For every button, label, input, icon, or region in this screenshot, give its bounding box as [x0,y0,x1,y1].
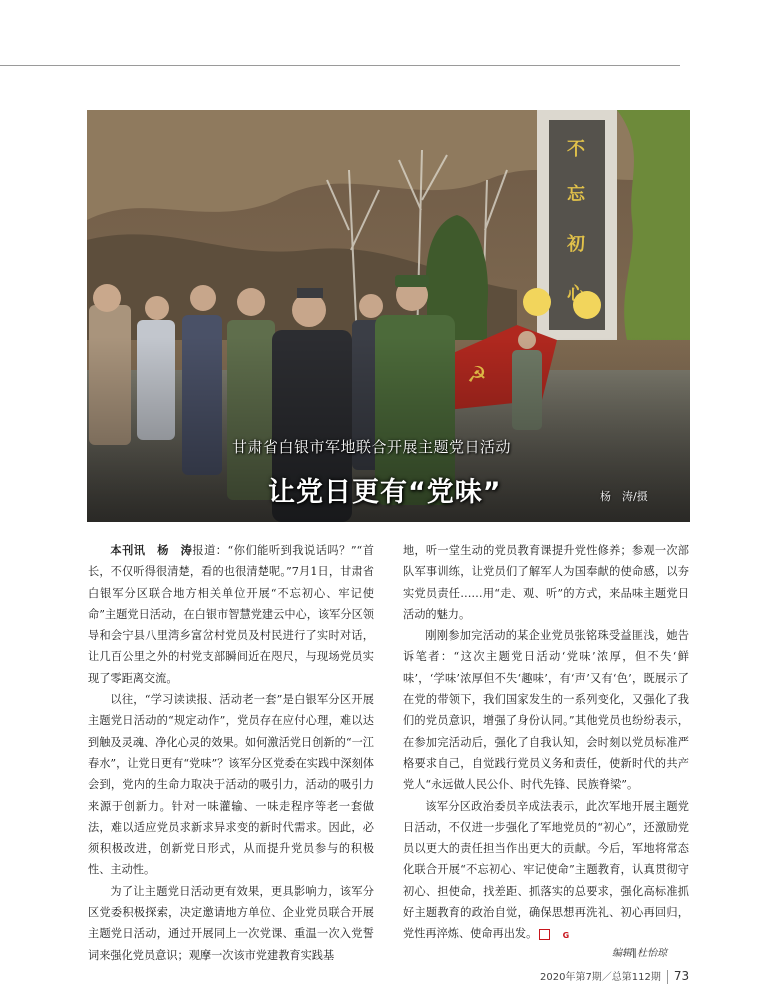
article-paragraph-text: 该军分区政治委员辛成法表示，此次军地开展主题党日活动，不仅进一步强化了军地党员的“初心”，还激励党员以更大的责任担当作出更大的贡献。今后，军地将常态化联合开展“不忘初心、牢记使命”主题教育，认真贯彻守初心、担使命，找差距、抓落实的总要求，强化高标准抓好主题教育的政治自觉，确保思想再洗礼、初心再回归，党性再淬炼、使命再出发。 [403,799,689,941]
article-lead: 本刊讯 杨 涛 [110,544,193,557]
article-paragraph: 刚刚参加完活动的某企业党员张铭珠受益匪浅，她告诉笔者：“这次主题党日活动‘党味’浓厚，但不失‘鲜味’，‘学味’浓厚但不失‘趣味’，有‘声’又有‘色’，既展示了在党的带领下，我们国家发生的一系列变化，又强化了我们的党员意识，增强了身份认同。”其他党员也纷纷表示，在参加完活动后，强化了自我认知，会时刻以党员标准严格要求自己，自觉践行党员义务和责任，使新时代的共产党人“永远做人民公仆、时代先锋、民族脊梁”。 [403,629,689,792]
article-photo [87,110,690,522]
photo-illustration [87,110,690,522]
footer-divider [667,970,668,984]
photo-credit: 杨 涛/摄 [600,490,648,503]
article-column-left [88,540,374,966]
article-paragraph [88,540,374,689]
end-mark-icon: G [539,929,550,940]
article-paragraph: 以往，“学习读读报、活动老一套”是白银军分区开展主题党日活动的“规定动作”，党员存在应付心理，难以达到触及灵魂、净化心灵的效果。如何激活党日创新的“一江春水”，让党日更有“党味”？该军分区党委在实践中深刻体会到，党内的生命力取决于活动的吸引力，活动的吸引力来源于创新力。针对一味灌输、一味走程序等老一套做法，难以适应党员求新求异求变的新时代需求。因此，必须积极改进，创新党日形式，从而提升党员参与的积极性、主动性。 [88,693,374,877]
page-number: 73 [673,969,690,983]
article-paragraph-text: 报道：“你们能听到我说话吗？”“首长，不仅听得很清楚，看的也很清楚呢。”7月1日，甘肃省白银军分区联合地方相关单位开展“不忘初心、牢记使命”主题党日活动，在白银市智慧党建云中心，该军分区领导和会宁县八里湾乡富岔村党员及村民进行了实时对话，让几百公里之外的村党支部瞬间近在咫尺，与现场党员实现了零距离交流。 [88,544,374,685]
page-footer [540,968,689,984]
issue-info: 2020年第7期／总第112期 [540,972,661,983]
article-paragraph: 地，听一堂生动的党员教育课提升党性修养；参观一次部队军事训练，让党员们了解军人为国奉献的使命感，以夯实党员责任……用“走、观、听”的方式，来品味主题党日活动的魅力。 [403,544,689,621]
article-paragraph [403,796,689,945]
article-paragraph: 为了让主题党日活动更有效果，更具影响力，该军分区党委积极探索，决定邀请地方单位、企业党员联合开展主题党日活动，通过开展同上一次党课、重温一次入党誓词来强化党员意识；观摩一次该市党建教育实践基 [88,884,374,962]
article-column-right [403,540,689,945]
article-title: 让党日更有“党味” [268,477,502,508]
header-rule [0,65,680,66]
editor-credit: 编辑∥杜怡琼 [612,948,667,959]
photo-subtitle: 甘肃省白银市军地联合开展主题党日活动 [232,438,512,456]
